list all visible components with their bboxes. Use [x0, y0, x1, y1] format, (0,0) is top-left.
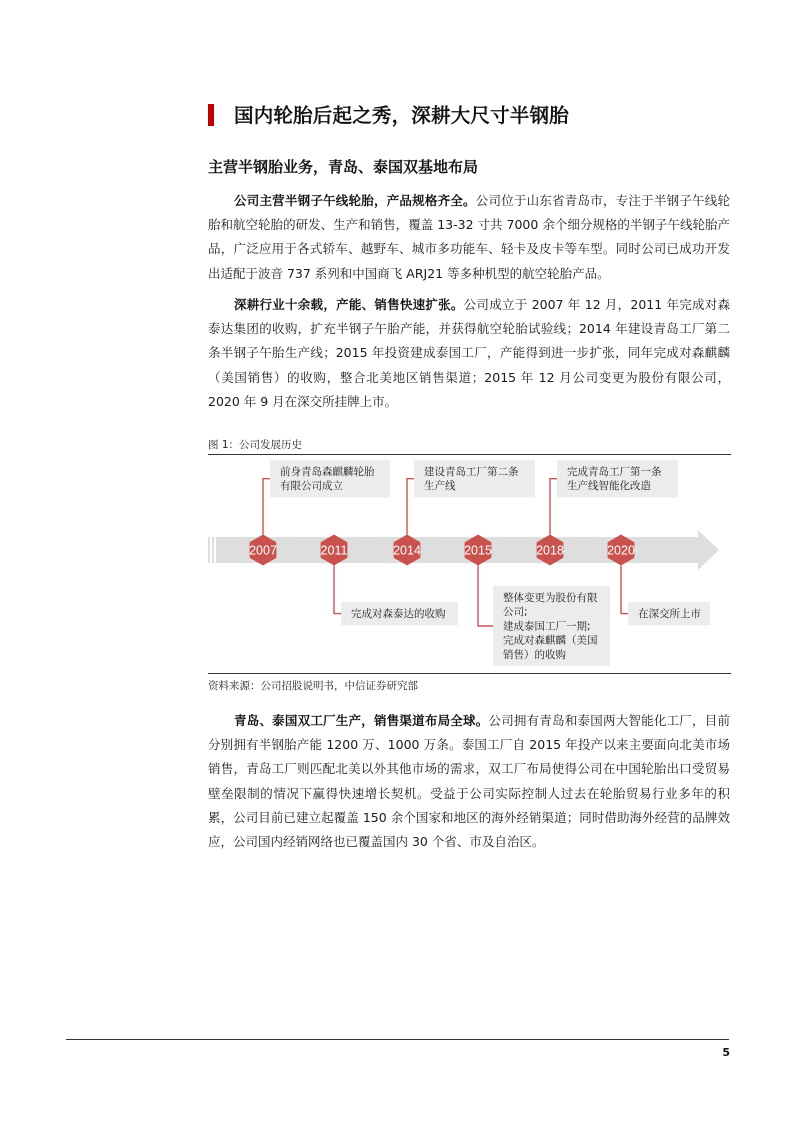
timeline-event-line: 有限公司成立	[280, 480, 343, 493]
page-number: 5	[722, 1046, 730, 1059]
timeline-event-line: 整体变更为股份有限	[503, 592, 598, 604]
section-title: 国内轮胎后起之秀，深耕大尺寸半钢胎	[234, 104, 569, 127]
timeline-event-line: 建设青岛工厂第二条	[424, 466, 519, 478]
timeline-connector	[478, 566, 493, 627]
timeline-event-line: 在深交所上市	[638, 608, 701, 620]
timeline-connector	[407, 479, 414, 535]
paragraph-history	[208, 293, 730, 414]
figure-title: 图 1：公司发展历史	[208, 439, 303, 451]
paragraph-lead: 青岛、泰国双工厂生产，销售渠道布局全球。	[234, 713, 489, 728]
timeline-event-label	[351, 607, 446, 620]
footer-rule	[66, 1039, 729, 1040]
timeline-figure	[208, 455, 731, 673]
timeline-connector	[550, 479, 557, 535]
timeline-year-label: 2020	[607, 543, 635, 558]
subsection-title: 主营半钢胎业务，青岛、泰国双基地布局	[208, 158, 479, 176]
paragraph-body: 公司成立于 2007 年 12 月，2011 年完成对森泰达集团的收购，扩充半钢子午胎产能，并获得航空轮胎试验线；2014 年建设青岛工厂第二条半钢子午胎生产线；2015 年投资建成泰国工厂，产能得到进一步扩张，同年完成对森麒麟（美国销售）的收购，整合北美地区销售渠道；2015 年 12 月公司变更为股份有限公司，2020 年 9 月在深交所挂牌上市。	[208, 297, 730, 409]
timeline-year-label: 2018	[536, 543, 564, 558]
timeline-event-line: 公司;	[503, 606, 528, 619]
timeline-event-line: 完成青岛工厂第一条	[567, 466, 662, 478]
timeline-year-label: 2007	[249, 543, 277, 558]
timeline-event-label	[638, 607, 701, 620]
timeline-year-label: 2014	[393, 543, 421, 558]
paragraph-body: 公司位于山东省青岛市，专注于半钢子午线轮胎和航空轮胎的研发、生产和销售，覆盖 13-32 寸共 7000 余个细分规格的半钢子午线轮胎产品，广泛应用于各式轿车、越野车、城市多功能车、轻卡及皮卡等车型。同时公司已成功开发出适配于波音 737 系列和中国商飞 ARJ21 等多种机型的航空轮胎产品。	[208, 193, 730, 281]
figure-bottom-rule	[208, 673, 731, 674]
paragraph-dual-factory	[208, 709, 730, 854]
timeline-event-line: 生产线智能化改造	[567, 480, 651, 493]
timeline-year-label: 2011	[320, 543, 348, 558]
paragraph-lead: 公司主营半钢子午线轮胎，产品规格齐全。	[234, 193, 476, 208]
timeline-connector	[263, 479, 270, 535]
timeline-event-line: 建成泰国工厂一期;	[503, 620, 591, 633]
paragraph-main-business	[208, 189, 730, 286]
timeline-year-label: 2015	[464, 543, 492, 558]
paragraph-body: 公司拥有青岛和泰国两大智能化工厂，目前分别拥有半钢胎产能 1200 万、1000 万条。泰国工厂自 2015 年投产以来主要面向北美市场销售，青岛工厂则匹配北美以外其他市场的需求，双工厂布局使得公司在中国轮胎出口受贸易壁垒限制的情况下赢得快速增长契机。受益于公司实际控制人过去在轮胎贸易行业多年的积累，公司目前已建立起覆盖 150 余个国家和地区的海外经销渠道；同时借助海外经营的品牌效应，公司国内经销网络也已覆盖国内 30 个省、市及自治区。	[208, 713, 730, 850]
timeline-connector	[334, 566, 341, 614]
timeline-event-line: 销售）的收购	[503, 648, 566, 661]
paragraph-lead: 深耕行业十余载，产能、销售快速扩张。	[234, 297, 464, 312]
timeline-event-line: 生产线	[424, 480, 456, 493]
figure-source: 资料来源：公司招股说明书，中信证券研究部	[208, 680, 418, 692]
timeline-event-line: 完成对森泰达的收购	[351, 608, 446, 620]
timeline-event-line: 完成对森麒麟（美国	[503, 634, 598, 647]
timeline-event-line: 前身青岛森麒麟轮胎	[280, 466, 375, 478]
section-accent-bar	[208, 104, 214, 126]
arrow-tail-strip	[208, 537, 210, 563]
timeline-connector	[621, 566, 628, 614]
arrow-tail-strip	[212, 537, 214, 563]
